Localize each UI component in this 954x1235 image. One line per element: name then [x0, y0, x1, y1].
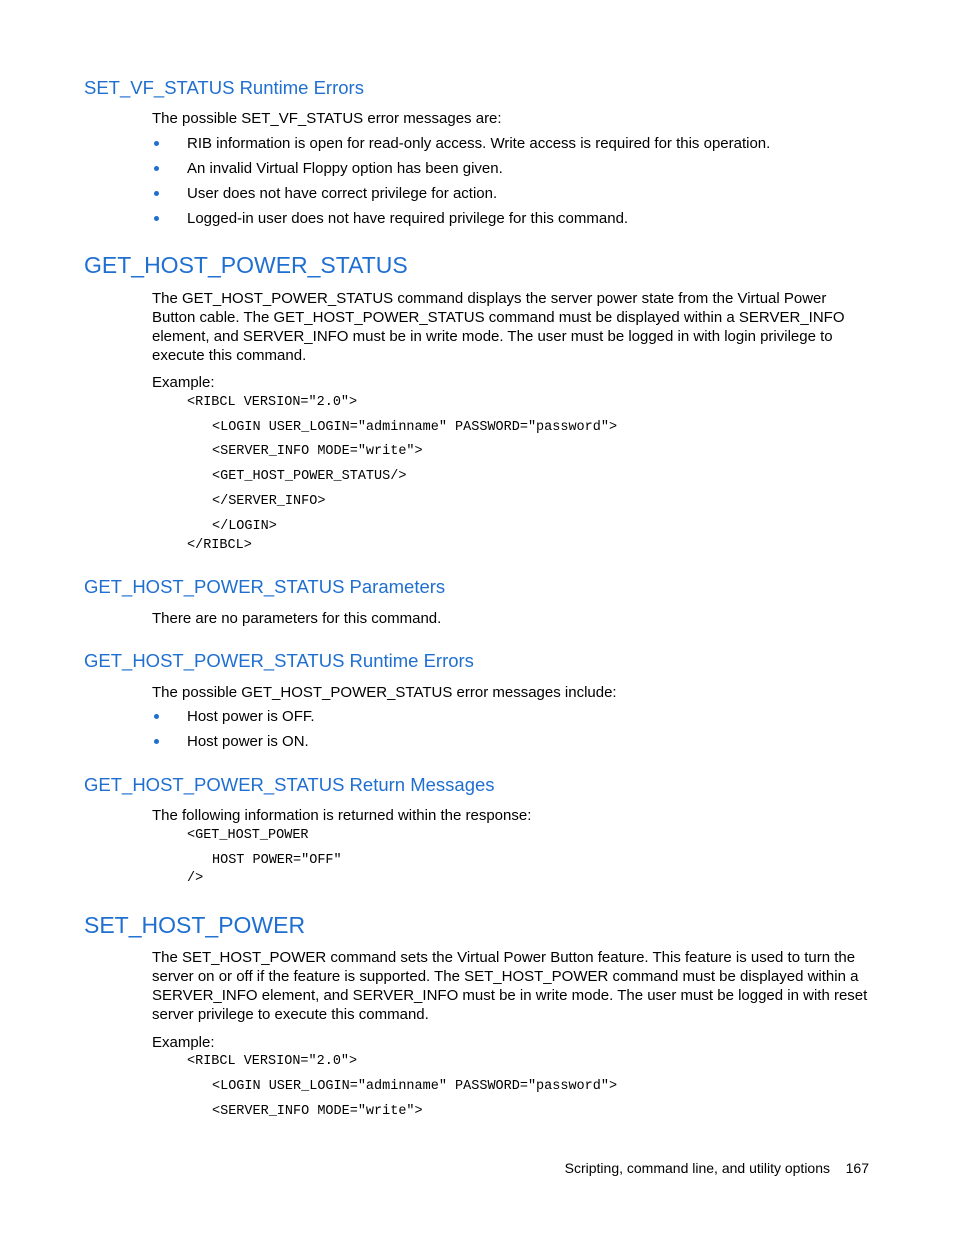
section-heading-get-host-power-status: GET_HOST_POWER_STATUS	[84, 252, 408, 278]
code-line: <GET_HOST_POWER_STATUS/>	[212, 469, 407, 484]
bullet-icon	[154, 739, 159, 744]
example-label: Example:	[152, 1034, 215, 1051]
example-label: Example:	[152, 374, 215, 391]
code-line: HOST POWER="OFF"	[212, 853, 342, 868]
list-item: Logged-in user does not have required privilege for this command.	[187, 210, 629, 227]
code-line: <SERVER_INFO MODE="write">	[212, 444, 423, 459]
section-heading-set-vf-status-runtime-errors: SET_VF_STATUS Runtime Errors	[84, 77, 364, 98]
list-item: RIB information is open for read-only access. Write access is required for this operation.	[187, 135, 771, 152]
list-item: Host power is ON.	[187, 733, 309, 750]
code-line: </SERVER_INFO>	[212, 494, 326, 509]
code-line: <RIBCL VERSION="2.0">	[187, 395, 358, 410]
bullet-icon	[154, 216, 159, 221]
section-intro: The following information is returned within the response:	[152, 807, 532, 824]
code-line: <GET_HOST_POWER	[187, 828, 309, 843]
section-heading-parameters: GET_HOST_POWER_STATUS Parameters	[84, 576, 446, 597]
code-line: />	[187, 871, 204, 886]
code-line: <LOGIN USER_LOGIN="adminname" PASSWORD="password">	[212, 1079, 618, 1094]
bullet-icon	[154, 166, 159, 171]
list-item: User does not have correct privilege for action.	[187, 185, 498, 202]
section-intro: The possible SET_VF_STATUS error messages are:	[152, 110, 502, 127]
section-paragraph: The GET_HOST_POWER_STATUS command displays the server power state from the Virtual Power Button cable. The GET_HOST_POWER_STATUS command must be displayed within a SERVER_INFO element, and SERVER_INFO must be in write mode. The user must be logged in with login privilege to execute this command.	[152, 290, 845, 364]
list-item: Host power is OFF.	[187, 708, 315, 725]
bullet-icon	[154, 191, 159, 196]
code-line: <RIBCL VERSION="2.0">	[187, 1054, 358, 1069]
code-line: <LOGIN USER_LOGIN="adminname" PASSWORD="password">	[212, 420, 618, 435]
bullet-icon	[154, 141, 159, 146]
section-text: There are no parameters for this command.	[152, 610, 442, 627]
page-number: 167	[845, 1160, 869, 1176]
section-heading-set-host-power: SET_HOST_POWER	[84, 912, 306, 938]
code-line: </LOGIN>	[212, 519, 277, 534]
bullet-icon	[154, 714, 159, 719]
section-intro: The possible GET_HOST_POWER_STATUS error messages include:	[152, 684, 617, 701]
section-heading-return-messages: GET_HOST_POWER_STATUS Return Messages	[84, 774, 495, 795]
section-heading-runtime-errors: GET_HOST_POWER_STATUS Runtime Errors	[84, 650, 474, 671]
list-item: An invalid Virtual Floppy option has been given.	[187, 160, 503, 177]
section-paragraph: The SET_HOST_POWER command sets the Virtual Power Button feature. This feature is used to turn the server on or off if the feature is supported. The SET_HOST_POWER command must be displayed within a SERVER_INFO element, and SERVER_INFO must be in write mode. The user must be logged in with reset server privilege to execute this command.	[152, 949, 868, 1023]
code-line: <SERVER_INFO MODE="write">	[212, 1104, 423, 1119]
footer-section-title: Scripting, command line, and utility options	[564, 1160, 830, 1176]
code-line: </RIBCL>	[187, 538, 252, 553]
